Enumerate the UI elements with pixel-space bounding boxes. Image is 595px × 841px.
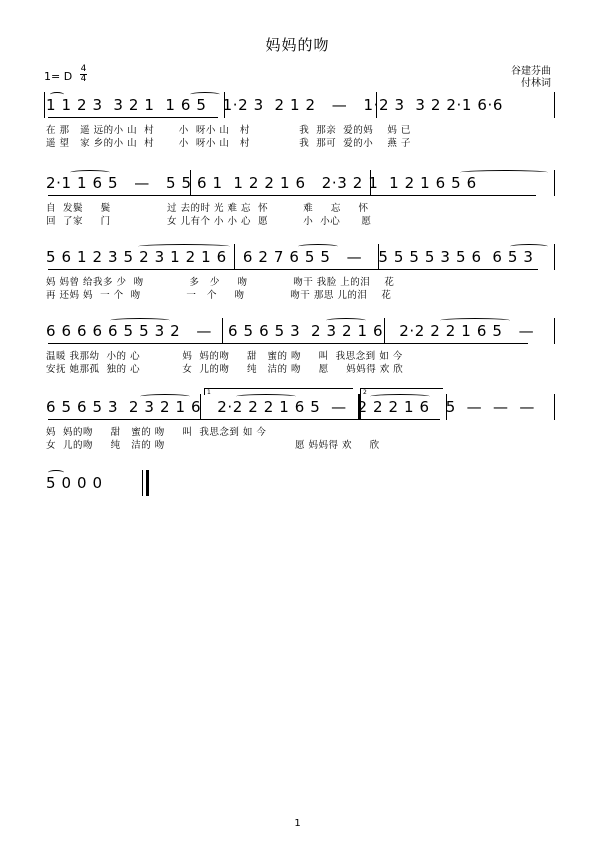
beam-underline (48, 195, 536, 196)
lyricist-credit: 付林词 (521, 78, 551, 89)
lyric-verse-2: 安抚 她那孤 独的 心 女 儿的吻 纯 洁的 吻 愿 妈妈得 欢 欣 (46, 364, 404, 375)
key-signature: 1= D (44, 70, 73, 83)
beam-underline (48, 343, 528, 344)
page-number: 1 (294, 818, 301, 829)
barline (554, 92, 555, 118)
time-signature-bottom: 4 (80, 74, 87, 84)
beam-underline (48, 269, 538, 270)
lyric-verse-2: 女 儿的吻 纯 洁的 吻 愿 妈妈得 欢 欣 (46, 440, 380, 451)
barline (378, 244, 379, 270)
time-signature-top: 4 (80, 64, 87, 74)
beam-underline (48, 117, 218, 118)
lyric-verse-1: 妈 妈的吻 甜 蜜的 吻 叫 我思念到 如 今 (46, 427, 267, 438)
volta-bracket-2: 2 (360, 388, 443, 395)
lyric-verse-2: 遥 望 家 乡的小 山 村 小 呀小 山 村 我 那可 爱的小 燕 子 (46, 138, 411, 149)
jianpu-notes: 5 6 1 2 3 5 2 3 1 2 1 6 6 2 7 6 5 5 — 5 5 5 5 3 5 6 6 5 3 (46, 248, 534, 266)
beam-underline (48, 419, 440, 420)
barline (554, 394, 555, 420)
barline (222, 318, 223, 344)
score-system-4 (40, 314, 560, 374)
barline (376, 92, 377, 118)
barline (554, 244, 555, 270)
barline (234, 244, 235, 270)
repeat-barline (358, 394, 361, 420)
score-system-5 (40, 390, 560, 450)
barline (142, 470, 143, 496)
score-system-1 (40, 88, 560, 148)
composer-credit: 谷建芬曲 (511, 66, 551, 77)
score-system-3 (40, 240, 560, 300)
lyric-verse-1: 温暖 我那幼 小的 心 妈 妈的吻 甜 蜜的 吻 叫 我思念到 如 今 (46, 351, 403, 362)
notation-line (40, 314, 560, 348)
lyric-verse-1: 在 那 遥 远的小 山 村 小 呀小 山 村 我 那亲 爱的妈 妈 已 (46, 125, 411, 136)
volta-bracket-1: 1 (204, 388, 353, 395)
notation-line (40, 166, 560, 200)
score-system-2 (40, 166, 560, 226)
lyric-verse-1: 自 发鬓 鬓 过 去的时 光 难 忘 怀 难 忘 怀 (46, 203, 369, 214)
barline (554, 170, 555, 196)
jianpu-notes: 2·1 1 6 5 — 5 5 6 1 1 2 2 1 6 2·3 2 1 1 2 1 6 5 6 (46, 174, 477, 192)
barline (190, 170, 191, 196)
barline (224, 92, 225, 118)
lyric-verse-2: 再 还妈 妈 一 个 吻 一 个 吻 吻干 那思 儿的泪 花 (46, 290, 392, 301)
notation-line (40, 390, 560, 424)
barline (554, 318, 555, 344)
jianpu-notes: 5 0 0 0 (46, 474, 103, 492)
jianpu-notes: 6 5 6 5 3 2 3 2 1 6 2·2 2 2 1 6 5 — 2 2 2 1 6 5 — — — (46, 398, 535, 416)
lyric-verse-2: 回 了家 门 女 儿有个 小 小 心 愿 小 小心 愿 (46, 216, 372, 227)
notation-line (40, 88, 560, 122)
jianpu-notes: 6 6 6 6 6 5 5 3 2 — 6 5 6 5 3 2 3 2 1 6 2·2 2 2 1 6 5 — (46, 322, 535, 340)
barline (384, 318, 385, 344)
barline (370, 170, 371, 196)
barline (200, 394, 201, 420)
barline (446, 394, 447, 420)
time-signature (80, 65, 87, 84)
lyric-verse-1: 妈 妈曾 给我多 少 吻 多 少 吻 吻干 我脸 上的泪 花 (46, 277, 395, 288)
score-system-6 (40, 466, 560, 500)
barline (44, 92, 45, 118)
notation-line (40, 466, 560, 500)
final-barline (146, 470, 149, 496)
song-title: 妈妈的吻 (265, 36, 330, 54)
jianpu-notes: 1 1 2 3 3 2 1 1 6 5 1·2 3 2 1 2 — 1·2 3 3 2 2·1 6·6 (46, 96, 504, 114)
notation-line (40, 240, 560, 274)
